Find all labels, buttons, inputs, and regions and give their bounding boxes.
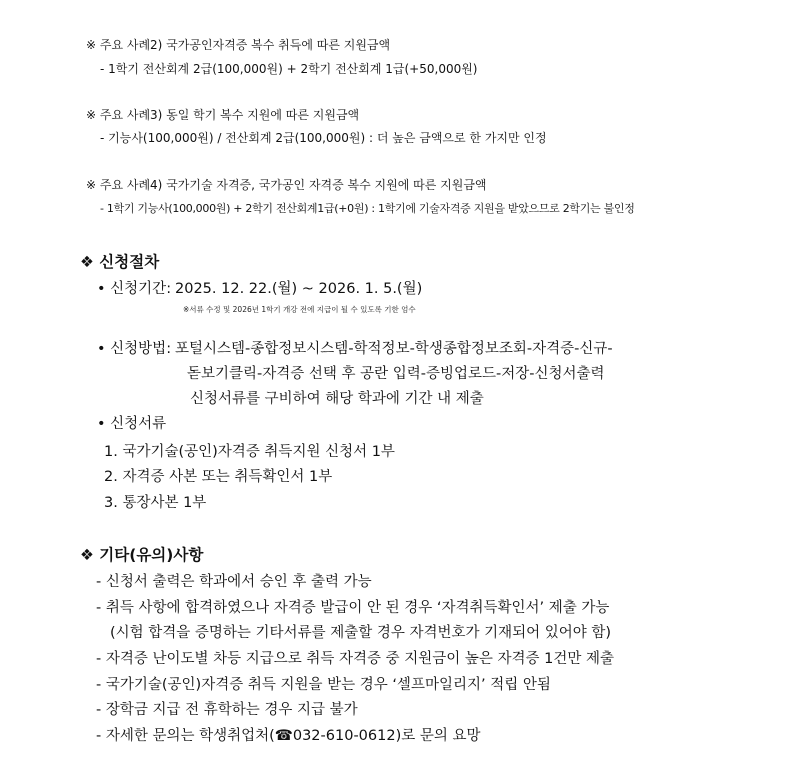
case-2-detail: - 1학기 전산회계 2급(100,000원) + 2학기 전산회계 1급(+50,000원) <box>100 62 478 76</box>
period-label: • 신청기간: <box>97 281 172 297</box>
method-line-2: 돋보기클릭-자격증 선택 후 공란 입력-증빙업로드-저장-신청서출력 <box>187 366 605 382</box>
note-item-4: - 국가기술(공인)자격증 취득 지원을 받는 경우 ‘셀프마일리지’ 적립 안됨 <box>96 677 551 693</box>
method-row <box>97 337 613 358</box>
case-3-title: ※ 주요 사례3) 동일 학기 복수 지원에 따른 지원금액 <box>86 108 360 122</box>
method-line-3: 신청서류를 구비하여 해당 학과에 기간 내 제출 <box>190 391 484 407</box>
period-note: ※서류 수정 및 2026년 1학기 개강 전에 지급이 될 수 있도록 기한 엄수 <box>183 305 416 314</box>
note-item-2: - 취득 사항에 합격하였으나 자격증 발급이 안 된 경우 ‘자격취득확인서’ 제출 가능 <box>96 600 610 616</box>
note-item-3: - 자격증 난이도별 차등 지급으로 취득 자격증 중 지원금이 높은 자격증 1건만 제출 <box>96 651 614 667</box>
document-item-3: 3. 통장사본 1부 <box>104 495 207 511</box>
note-item-5: - 장학금 지급 전 휴학하는 경우 지급 불가 <box>96 702 358 718</box>
notes-heading: ❖ 기타(유의)사항 <box>80 546 204 564</box>
note-item-6: - 자세한 문의는 학생취업처(☎032-610-0612)로 문의 요망 <box>96 728 481 744</box>
case-3-detail: - 기능사(100,000원) / 전산회계 2급(100,000원) : 더 높은 금액으로 한 가지만 인정 <box>100 131 547 145</box>
method-label: • 신청방법: <box>97 341 172 357</box>
period-value: 2025. 12. 22.(월) ~ 2026. 1. 5.(월) <box>175 281 423 297</box>
document-item-2: 2. 자격증 사본 또는 취득확인서 1부 <box>104 469 333 485</box>
case-4-detail: - 1학기 기능사(100,000원) + 2학기 전산회계1급(+0원) : 1학기에 기술자격증 지원을 받았으므로 2학기는 불인정 <box>100 202 635 215</box>
note-item-1: - 신청서 출력은 학과에서 승인 후 출력 가능 <box>96 574 372 590</box>
documents-label: • 신청서류 <box>97 416 167 432</box>
case-2-title: ※ 주요 사례2) 국가공인자격증 복수 취득에 따른 지원금액 <box>86 38 391 52</box>
case-4-title: ※ 주요 사례4) 국가기술 자격증, 국가공인 자격증 복수 지원에 따른 지원금액 <box>86 178 487 192</box>
document-item-1: 1. 국가기술(공인)자격증 취득지원 신청서 1부 <box>104 444 395 460</box>
period-row <box>97 277 422 298</box>
note-item-2-sub: (시험 합격을 증명하는 기타서류를 제출할 경우 자격번호가 기재되어 있어야 함) <box>110 625 612 641</box>
method-line-1: 포털시스템-종합정보시스템-학적정보-학생종합정보조회-자격증-신규- <box>175 341 613 357</box>
procedure-heading: ❖ 신청절차 <box>80 253 160 271</box>
